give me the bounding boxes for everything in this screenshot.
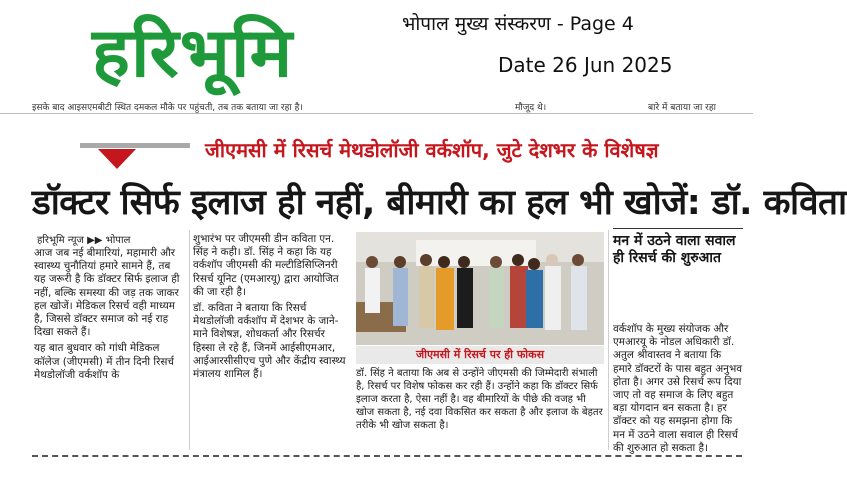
article-column-2 — [193, 233, 347, 384]
kicker-bar — [80, 143, 190, 148]
date-label: Date 26 Jun 2025 — [498, 53, 673, 77]
strip-divider — [0, 113, 753, 114]
paragraph: शुभारंभ पर जीएमसी डीन कविता एन. सिंह ने कही। डॉ. सिंह ने कहा कि यह वर्कशॉप जीएमसी की मल्टीडिसिप्लिनरी रिसर्च यूनिट (एमआरयू) द्वारा आयोजित की जा रही है। — [193, 233, 339, 298]
photo-illustration — [356, 232, 604, 345]
paragraph: डॉ. कविता ने बताया कि रिसर्च मेथडोलॉजी वर्कशॉप में देशभर के जाने-माने विशेषज्ञ, शोधकर्ता और रिसर्चर हिस्सा ले रहे हैं, जिनमें आईसीएमआर, आईआरसीसीएच पुणे और केंद्रीय स्वास्थ्य मंत्रालय शामिल हैं। — [193, 302, 346, 381]
article-headline: डॉक्टर सिर्फ इलाज ही नहीं, बीमारी का हल भी खोजें: डॉ. कविता — [32, 183, 847, 223]
column-divider — [608, 230, 609, 450]
article-byline: हरिभूमि न्यूज ▶▶ भोपाल — [37, 235, 131, 246]
article-column-3 — [613, 323, 743, 458]
logo-text: हरिभूमि — [92, 14, 294, 93]
paragraph: यह बात बुधवार को गांधी मेडिकल कॉलेज (जीएमसी) में तीन दिनी रिसर्च मेथडोलॉजी वर्कशॉप के — [34, 342, 174, 381]
paragraph: आज जब नई बीमारियां, महामारी और स्वास्थ्य चुनौतियां हमारे सामने हैं, तब यह जरूरी है कि डॉक्टर सिर्फ इलाज ही नहीं, बल्कि समस्या की जड़ तक जाकर हल खोजें। मेडिकल रिसर्च वही माध्यम है, जिससे डॉक्टर समाज को नई राह दिखा सकते हैं। — [34, 247, 180, 339]
strip-left-text: इसके बाद आइसएमबीटी स्थित दमकल मौके पर पहुंचती, तब तक बताया जा रहा है। — [32, 103, 303, 113]
photo-caption: जीएमसी में रिसर्च पर ही फोकस — [415, 348, 545, 361]
paragraph: वर्कशॉप के मुख्य संयोजक और एमआरयू के नोडल अधिकारी डॉ. अतुल श्रीवास्तव ने बताया कि हमारे डॉक्टरों के पास बहुत अनुभव होता है। अगर उसे रिसर्च रूप दिया जाए तो वह समाज के लिए बहुत बड़ा योगदान बन सकता है। हर डॉक्टर को यह समझना होगा कि मन में उठने वाला सवाल ही रिसर्च की शुरुआत हो सकता है। — [613, 323, 743, 454]
side-head-rule — [613, 228, 743, 229]
top-text-strip — [0, 100, 753, 114]
photo-text: डॉ. सिंह ने बताया कि अब से उन्होंने जीएमसी की जिम्मेदारी संभाली है, रिसर्च पर विशेष फोकस कर रही हैं। उन्होंने कहा कि डॉक्टर सिर्फ इलाज करता है, ऐसा नहीं है। वह बीमारियों के पीछे की वजह भी खोज सकता है, नई दवा विकसित कर सकता है और इलाज के बेहतर तरीके भी खोज सकता है। — [356, 368, 603, 431]
article-column-1 — [34, 247, 184, 385]
newspaper-logo — [92, 14, 377, 94]
column-divider — [189, 230, 190, 450]
strip-right-text: बारे में बताया जा रहा — [648, 103, 716, 113]
dashed-divider — [32, 455, 742, 457]
side-subheading: मन में उठने वाला सवाल ही रिसर्च की शुरुआत — [613, 233, 736, 266]
article-kicker: जीएमसी में रिसर्च मेथडोलॉजी वर्कशॉप, जुटे देशभर के विशेषज्ञ — [205, 138, 659, 162]
edition-label: भोपाल मुख्य संस्करण - Page 4 — [402, 13, 634, 35]
chevron-down-icon — [98, 149, 136, 169]
event-photo — [356, 232, 604, 345]
strip-mid-text: मौजूद थे। — [515, 103, 547, 113]
